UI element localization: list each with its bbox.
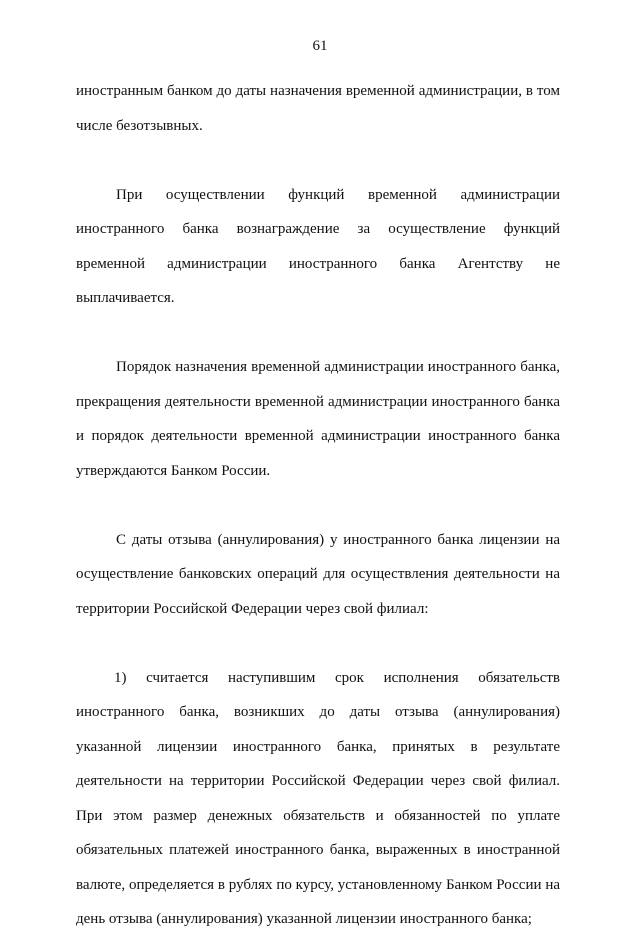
document-body xyxy=(76,74,560,937)
list-item-1: 1) считается наступившим срок исполнения обязательств иностранного банка, возникших до даты отзыва (аннулирования) указанной лицензии иностранного банка, принятых в результате деятельности на территории Российской Федерации через свой филиал. При этом размер денежных обязательств и обязанностей по уплате обязательных платежей иностранного банка, выраженных в иностранной валюте, определяется в рублях по курсу, установленному Банком России на день отзыва (аннулирования) указанной лицензии иностранного банка; xyxy=(76,669,560,927)
paragraph-license-revocation: С даты отзыва (аннулирования) у иностранного банка лицензии на осуществление банковских операций для осуществления деятельности на территории Российской Федерации через свой филиал: xyxy=(76,531,560,617)
paragraph-continuation: иностранным банком до даты назначения временной администрации, в том числе безотзывных. xyxy=(76,83,560,134)
page-number: 61 xyxy=(312,38,328,54)
paragraph-appointment-procedure: Порядок назначения временной администрации иностранного банка, прекращения деятельности временной администрации иностранного банка и порядок деятельности временной администрации иностранного банка утверждаются Банком России. xyxy=(76,359,560,479)
paragraph-remuneration: При осуществлении функций временной администрации иностранного банка вознаграждение за осуществление функций временной администрации иностранного банка Агентству не выплачивается. xyxy=(76,186,560,306)
